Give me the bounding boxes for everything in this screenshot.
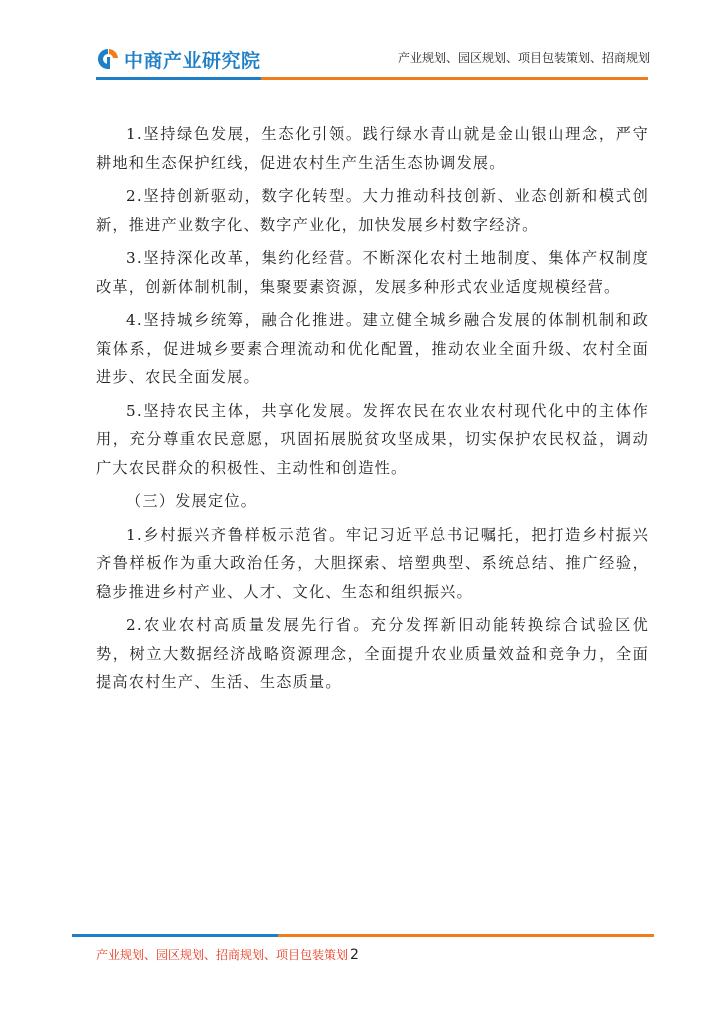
section-heading: （三）发展定位。: [126, 492, 258, 510]
page-number: 2: [350, 947, 359, 963]
logo: [96, 44, 261, 74]
paragraph: 4.坚持城乡统筹，融合化推进。建立健全城乡融合发展的体制机制和政策体系，促进城乡要素合理流动和优化配置，推动农业全面升级、农村全面进步、农民全面发展。: [96, 311, 649, 386]
paragraph: 3.坚持深化改革，集约化经营。不断深化农村土地制度、集体产权制度改革，创新体制机制，集聚要素资源，发展多种形式农业适度规模经营。: [96, 249, 649, 296]
paragraph: 2.坚持创新驱动，数字化转型。大力推动科技创新、业态创新和模式创新，推进产业数字化、数字产业化，加快发展乡村数字经济。: [96, 187, 649, 234]
footer-tagline: 产业规划、园区规划、招商规划、项目包装策划: [96, 948, 349, 962]
paragraph: 5.坚持农民主体，共享化发展。发挥农民在农业农村现代化中的主体作用，充分尊重农民意愿，巩固拓展脱贫攻坚成果，切实保护农民权益，调动广大农民群众的积极性、主动性和创造性。: [96, 401, 649, 477]
footer-divider-blue: [72, 934, 278, 937]
header-tagline: 产业规划、园区规划、项目包装策划、招商规划: [397, 51, 650, 65]
footer-text: [96, 946, 359, 963]
page-header: [0, 0, 724, 90]
page-footer: [0, 928, 724, 988]
header-divider-orange: [261, 77, 648, 80]
footer-divider-orange: [278, 934, 654, 937]
paragraph: 2.农业农村高质量发展先行省。充分发挥新旧动能转换综合试验区优势，树立大数据经济战略资源理念，全面提升农业质量效益和竞争力，全面提高农村生产、生活、生态质量。: [96, 616, 649, 691]
paragraph: 1.坚持绿色发展，生态化引领。践行绿水青山就是金山银山理念，严守耕地和生态保护红线，促进农村生产生活生态协调发展。: [96, 125, 649, 172]
logo-icon: [96, 47, 120, 71]
header-divider-blue: [96, 77, 261, 80]
paragraph: 1.乡村振兴齐鲁样板示范省。牢记习近平总书记嘱托，把打造乡村振兴齐鲁样板作为重大政治任务，大胆探索、培塑典型、系统总结、推广经验，稳步推进乡村产业、人才、文化、生态和组织振兴。: [96, 525, 649, 601]
logo-text: 中商产业研究院: [124, 49, 261, 72]
document-body: [96, 120, 649, 702]
